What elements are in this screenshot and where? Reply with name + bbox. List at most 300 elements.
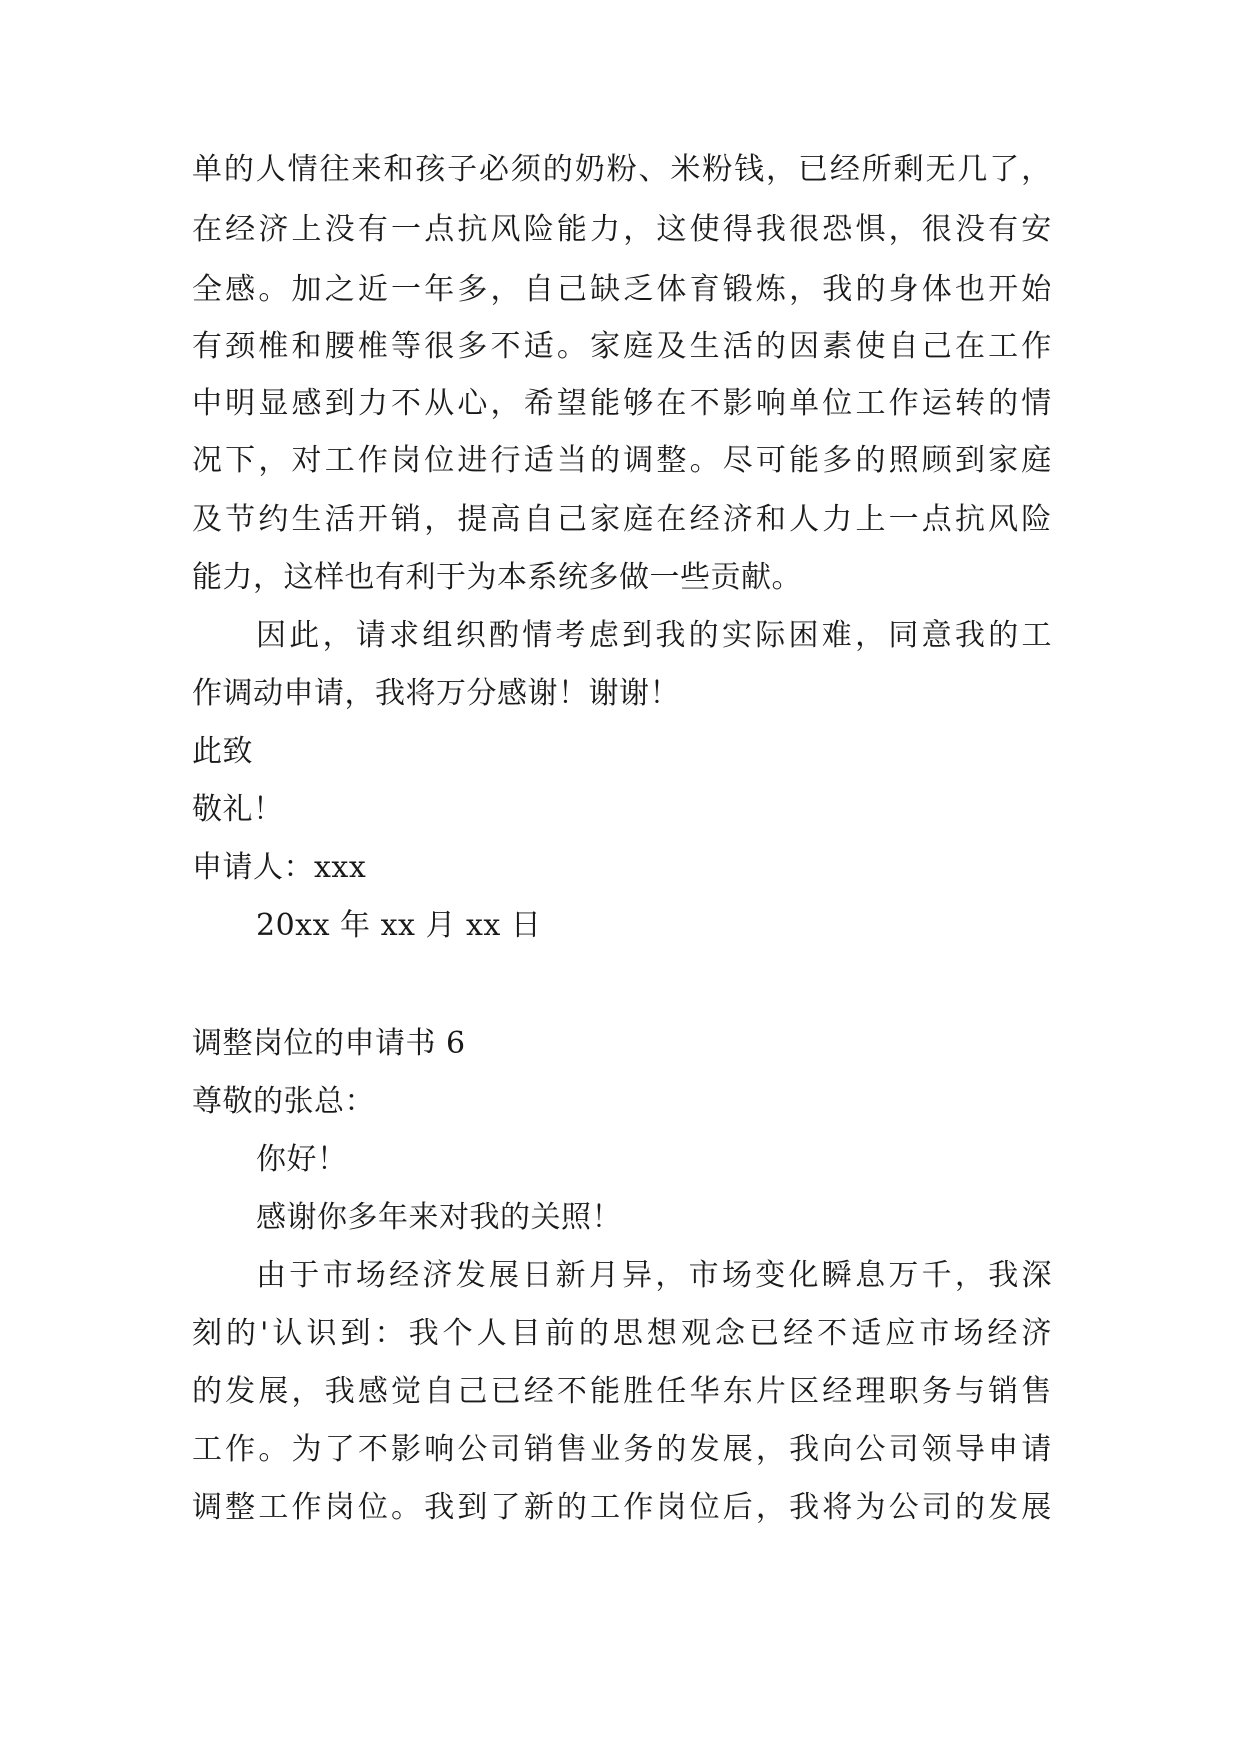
char: ， <box>291 1374 323 1409</box>
char: 发 <box>455 1258 487 1293</box>
char: 感 <box>291 386 323 421</box>
char: 。 <box>556 329 588 364</box>
char: 颈 <box>225 329 256 364</box>
char: 等 <box>391 329 422 364</box>
char: 当 <box>556 443 588 478</box>
char: 育 <box>689 272 721 307</box>
char: 缺 <box>590 272 621 307</box>
char: 念 <box>715 1316 746 1351</box>
char: 有 <box>192 329 223 364</box>
char: 在 <box>656 386 687 421</box>
char: 运 <box>921 386 953 421</box>
char: 力 <box>822 502 853 537</box>
char: 因 <box>256 618 287 653</box>
char: 椎 <box>258 329 289 364</box>
char: 整 <box>656 443 687 478</box>
char: 经 <box>689 502 721 537</box>
char: 能 <box>556 212 588 247</box>
char: 位 <box>822 386 853 421</box>
char: ， <box>490 272 522 307</box>
char: 孩 <box>415 152 446 187</box>
char: 椎 <box>357 329 389 364</box>
char: 很 <box>789 212 820 247</box>
char: 适 <box>851 1316 882 1351</box>
char: 尽 <box>722 443 754 478</box>
char: 体 <box>921 272 953 307</box>
char: 销 <box>988 1374 1019 1409</box>
char: 。 <box>391 1490 422 1525</box>
char: 场 <box>721 1258 753 1293</box>
char: 位 <box>424 443 455 478</box>
char: 作 <box>291 1490 323 1525</box>
applicant-signature: 申请人：xxx <box>192 850 367 885</box>
char: 工 <box>1021 618 1052 653</box>
char: 后 <box>722 1490 754 1525</box>
char: 在 <box>954 329 986 364</box>
char: 申 <box>988 1432 1019 1467</box>
char: 胜 <box>623 1374 654 1409</box>
char: 心 <box>457 386 488 421</box>
paragraph-line: 作调动申请，我将万分感谢！谢谢！ <box>192 676 680 711</box>
char: 能 <box>789 443 820 478</box>
char: 展 <box>258 1374 289 1409</box>
letter-title: 调整岗位的申请书 6 <box>192 1026 466 1061</box>
char: 请 <box>355 618 387 653</box>
char: 多 <box>457 329 488 364</box>
char: 情 <box>522 618 553 653</box>
char: 的 <box>578 1316 610 1351</box>
char: 炼 <box>755 272 787 307</box>
char: ' <box>260 1316 269 1351</box>
char: 够 <box>623 386 654 421</box>
char: 经 <box>987 1316 1018 1351</box>
char: 上 <box>291 212 323 247</box>
char: 考 <box>555 618 587 653</box>
char: 因 <box>789 329 820 364</box>
char: 恐 <box>822 212 853 247</box>
char: 千 <box>921 1258 953 1293</box>
char: 照 <box>888 443 920 478</box>
char: 我 <box>324 1374 356 1409</box>
char: ， <box>855 618 886 653</box>
char: 为 <box>855 1490 886 1525</box>
char: ， <box>755 1490 787 1525</box>
char: 使 <box>855 329 886 364</box>
char: 下 <box>225 443 256 478</box>
char: 我 <box>655 618 686 653</box>
char: 全 <box>192 272 223 307</box>
char: 始 <box>1021 272 1052 307</box>
char: 意 <box>921 618 953 653</box>
char: 调 <box>192 1490 223 1525</box>
char: 济 <box>1021 1316 1052 1351</box>
char: 也 <box>954 272 986 307</box>
char: 的 <box>688 618 720 653</box>
char: 不 <box>391 386 422 421</box>
paragraph-line <box>192 1372 1052 1412</box>
char: 不 <box>689 386 721 421</box>
char: 工 <box>590 1490 621 1525</box>
char: 经 <box>822 1374 853 1409</box>
char: 与 <box>954 1374 986 1409</box>
char: 经 <box>829 152 861 187</box>
char: 目 <box>510 1316 542 1351</box>
char: 工 <box>988 329 1019 364</box>
char: 影 <box>391 1432 422 1467</box>
char: 米 <box>670 152 701 187</box>
char: 领 <box>921 1432 953 1467</box>
char: 家 <box>988 443 1019 478</box>
char: 工 <box>855 386 886 421</box>
char: 刻 <box>192 1316 223 1351</box>
char: 和 <box>383 152 414 187</box>
char: 识 <box>306 1316 337 1351</box>
char: 适 <box>523 443 555 478</box>
char: 的 <box>223 152 255 187</box>
char: 此 <box>289 618 320 653</box>
char: 为 <box>291 1432 323 1467</box>
char: 人 <box>476 1316 508 1351</box>
char: 作 <box>888 386 920 421</box>
paragraph-line <box>192 384 1052 424</box>
char: 我 <box>988 1258 1019 1293</box>
char: 可 <box>755 443 787 478</box>
char: 粉 <box>606 152 638 187</box>
char: 响 <box>424 1432 455 1467</box>
char: 和 <box>291 329 323 364</box>
char: 市 <box>322 1258 354 1293</box>
closing-jing-li: 敬礼！ <box>192 792 284 827</box>
char: 不 <box>357 1432 389 1467</box>
char: 困 <box>788 618 819 653</box>
char: 家 <box>590 502 621 537</box>
char: 已 <box>797 152 829 187</box>
char: 职 <box>888 1374 920 1409</box>
char: 影 <box>722 386 754 421</box>
char: 抗 <box>457 212 488 247</box>
char: 望 <box>556 386 588 421</box>
char: 进 <box>457 443 488 478</box>
char: 抗 <box>954 502 986 537</box>
char: 顾 <box>921 443 953 478</box>
char: 济 <box>722 502 754 537</box>
char: 发 <box>689 1432 721 1467</box>
char: 的 <box>954 1490 986 1525</box>
char: 须 <box>510 152 542 187</box>
char: 销 <box>391 502 422 537</box>
char: 作 <box>623 1490 654 1525</box>
char: 点 <box>424 212 455 247</box>
char: 酌 <box>488 618 520 653</box>
paragraph-line: 能力，这样也有利于为本系统多做一些贡献。 <box>192 560 802 595</box>
char: 场 <box>355 1258 387 1293</box>
char: 近 <box>357 272 389 307</box>
char: 乏 <box>623 272 654 307</box>
char: ， <box>1021 152 1052 187</box>
char: 没 <box>324 212 356 247</box>
char: 在 <box>656 502 687 537</box>
char: 经 <box>389 1258 420 1293</box>
char: 已 <box>749 1316 780 1351</box>
char: 剩 <box>893 152 925 187</box>
paragraph-line <box>192 1314 1052 1354</box>
char: ， <box>766 152 797 187</box>
char: 的 <box>542 152 574 187</box>
greeting: 你好！ <box>256 1142 348 1177</box>
char: ， <box>888 212 920 247</box>
char: 粉 <box>702 152 733 187</box>
char: 惧 <box>855 212 886 247</box>
char: ， <box>322 618 354 653</box>
char: 无 <box>925 152 956 187</box>
char: 发 <box>988 1490 1019 1525</box>
char: 奶 <box>574 152 606 187</box>
char: 及 <box>656 329 687 364</box>
char: 发 <box>225 1374 256 1409</box>
char: 公 <box>457 1432 488 1467</box>
char: 变 <box>755 1258 786 1293</box>
char: 整 <box>225 1490 256 1525</box>
char: 适 <box>523 329 555 364</box>
char: 安 <box>1021 212 1052 247</box>
char: 所 <box>861 152 893 187</box>
char: 年 <box>424 272 455 307</box>
char: 的 <box>656 1432 687 1467</box>
char: 片 <box>755 1374 787 1409</box>
char: 一 <box>888 502 920 537</box>
char: 公 <box>888 1490 920 1525</box>
char: 一 <box>391 212 422 247</box>
char: 到 <box>457 1490 488 1525</box>
char: 作 <box>357 443 389 478</box>
char: 。 <box>258 272 289 307</box>
char: 不 <box>490 329 522 364</box>
char: 险 <box>523 212 555 247</box>
char: 往 <box>319 152 351 187</box>
char: 的 <box>855 443 886 478</box>
char: 感 <box>225 272 256 307</box>
char: 已 <box>490 1374 522 1409</box>
char: 身 <box>888 272 920 307</box>
char: 我 <box>424 1490 455 1525</box>
char: 由 <box>256 1258 287 1293</box>
char: 华 <box>689 1374 721 1409</box>
paragraph-line <box>192 270 1052 310</box>
char: 区 <box>789 1374 820 1409</box>
char: 明 <box>225 386 256 421</box>
char: 点 <box>921 502 953 537</box>
char: 人 <box>255 152 287 187</box>
char: 组 <box>422 618 453 653</box>
char: 活 <box>722 329 754 364</box>
char: 家 <box>590 329 621 364</box>
char: 异 <box>622 1258 653 1293</box>
char: ， <box>655 1258 686 1293</box>
char: 的 <box>192 1374 223 1409</box>
char: 节 <box>225 502 256 537</box>
thanks-line: 感谢你多年来对我的关照！ <box>256 1200 622 1235</box>
char: 求 <box>389 618 420 653</box>
char: 约 <box>258 502 289 537</box>
char: 素 <box>822 329 853 364</box>
char: 售 <box>1021 1374 1052 1409</box>
char: 锻 <box>722 272 754 307</box>
char: 风 <box>490 212 522 247</box>
char: 我 <box>954 618 986 653</box>
char: 庭 <box>623 329 654 364</box>
char: 显 <box>258 386 289 421</box>
char: 息 <box>855 1258 886 1293</box>
char: 必 <box>479 152 510 187</box>
char: 况 <box>192 443 223 478</box>
char: 得 <box>722 212 754 247</box>
char: 深 <box>1021 1258 1052 1293</box>
char: 作 <box>1021 329 1052 364</box>
char: 新 <box>555 1258 587 1293</box>
char: 有 <box>357 212 389 247</box>
char: 能 <box>590 386 621 421</box>
char: 同 <box>888 618 919 653</box>
char: 己 <box>556 502 588 537</box>
char: 己 <box>457 1374 488 1409</box>
char: 来 <box>351 152 382 187</box>
char: ， <box>490 386 522 421</box>
char: 提 <box>457 502 488 537</box>
char: 不 <box>556 1374 588 1409</box>
char: 活 <box>324 502 356 537</box>
char: 市 <box>919 1316 950 1351</box>
application-date: 20xx 年 xx 月 xx 日 <box>256 908 542 943</box>
char: 的 <box>590 443 621 478</box>
char: ： <box>374 1316 406 1351</box>
char: 理 <box>855 1374 886 1409</box>
char: 将 <box>822 1490 853 1525</box>
char: ， <box>623 212 654 247</box>
char: 展 <box>1021 1490 1052 1525</box>
char: 经 <box>225 212 256 247</box>
paragraph-line <box>192 1430 1052 1470</box>
char: 自 <box>888 329 920 364</box>
char: 对 <box>291 443 323 478</box>
char: 。 <box>258 1432 289 1467</box>
char: 没 <box>954 212 986 247</box>
char: 岗 <box>391 443 422 478</box>
char: 思 <box>612 1316 644 1351</box>
char: 自 <box>523 272 555 307</box>
char: 转 <box>954 386 986 421</box>
char: 实 <box>721 618 753 653</box>
char: 东 <box>722 1374 754 1409</box>
char: 觉 <box>391 1374 422 1409</box>
char: ， <box>258 443 289 478</box>
char: 观 <box>680 1316 712 1351</box>
paragraph-line <box>192 441 1052 481</box>
char: 万 <box>888 1258 919 1293</box>
char: 几 <box>957 152 988 187</box>
char: 际 <box>755 618 786 653</box>
char: 多 <box>457 272 488 307</box>
paragraph-line <box>192 210 1052 250</box>
salutation: 尊敬的张总： <box>192 1084 375 1119</box>
paragraph-line <box>192 150 1052 190</box>
closing-ci-zhi: 此致 <box>192 734 253 769</box>
char: 市 <box>688 1258 720 1293</box>
char: 很 <box>921 212 953 247</box>
char: 己 <box>556 272 588 307</box>
char: 展 <box>488 1258 520 1293</box>
char: 岗 <box>656 1490 687 1525</box>
char: 自 <box>523 502 555 537</box>
char: 济 <box>422 1258 453 1293</box>
char: 展 <box>722 1432 754 1467</box>
char: 工 <box>192 1432 223 1467</box>
char: 自 <box>424 1374 455 1409</box>
char: 化 <box>788 1258 819 1293</box>
char: 单 <box>789 386 820 421</box>
char: ， <box>789 272 820 307</box>
char: 场 <box>953 1316 984 1351</box>
char: 及 <box>192 502 223 537</box>
char: 体 <box>656 272 687 307</box>
char: 岗 <box>324 1490 356 1525</box>
char: 司 <box>921 1490 953 1525</box>
char: 和 <box>755 502 787 537</box>
char: 力 <box>357 386 389 421</box>
char: ， <box>424 502 455 537</box>
char: 开 <box>357 502 389 537</box>
char: 日 <box>522 1258 553 1293</box>
char: 感 <box>357 1374 389 1409</box>
char: 到 <box>954 443 986 478</box>
char: 这 <box>656 212 687 247</box>
char: 。 <box>689 443 721 478</box>
char: ， <box>954 1258 986 1293</box>
char: 司 <box>490 1432 522 1467</box>
char: 行 <box>490 443 522 478</box>
char: 有 <box>988 212 1019 247</box>
char: 位 <box>689 1490 721 1525</box>
char: 我 <box>755 212 787 247</box>
char: 了 <box>490 1490 522 1525</box>
char: 请 <box>1021 1432 1052 1467</box>
char: 作 <box>225 1432 256 1467</box>
char: 销 <box>523 1432 555 1467</box>
char: 的 <box>855 272 886 307</box>
char: 织 <box>455 618 487 653</box>
paragraph-line <box>192 327 1052 367</box>
char: 到 <box>622 618 653 653</box>
char: 我 <box>822 272 853 307</box>
char: 的 <box>226 1316 257 1351</box>
char: 险 <box>1021 502 1052 537</box>
char: 新 <box>523 1490 555 1525</box>
char: 上 <box>855 502 886 537</box>
char: 生 <box>689 329 721 364</box>
char: 情 <box>287 152 319 187</box>
char: 情 <box>1021 386 1052 421</box>
char: 于 <box>289 1258 320 1293</box>
char: 司 <box>888 1432 920 1467</box>
char: 想 <box>646 1316 678 1351</box>
char: 希 <box>523 386 555 421</box>
char: 经 <box>783 1316 814 1351</box>
char: 、 <box>638 152 669 187</box>
char: 务 <box>623 1432 654 1467</box>
char: 子 <box>447 152 478 187</box>
char: 售 <box>556 1432 588 1467</box>
char: 我 <box>789 1490 820 1525</box>
char: 我 <box>408 1316 440 1351</box>
